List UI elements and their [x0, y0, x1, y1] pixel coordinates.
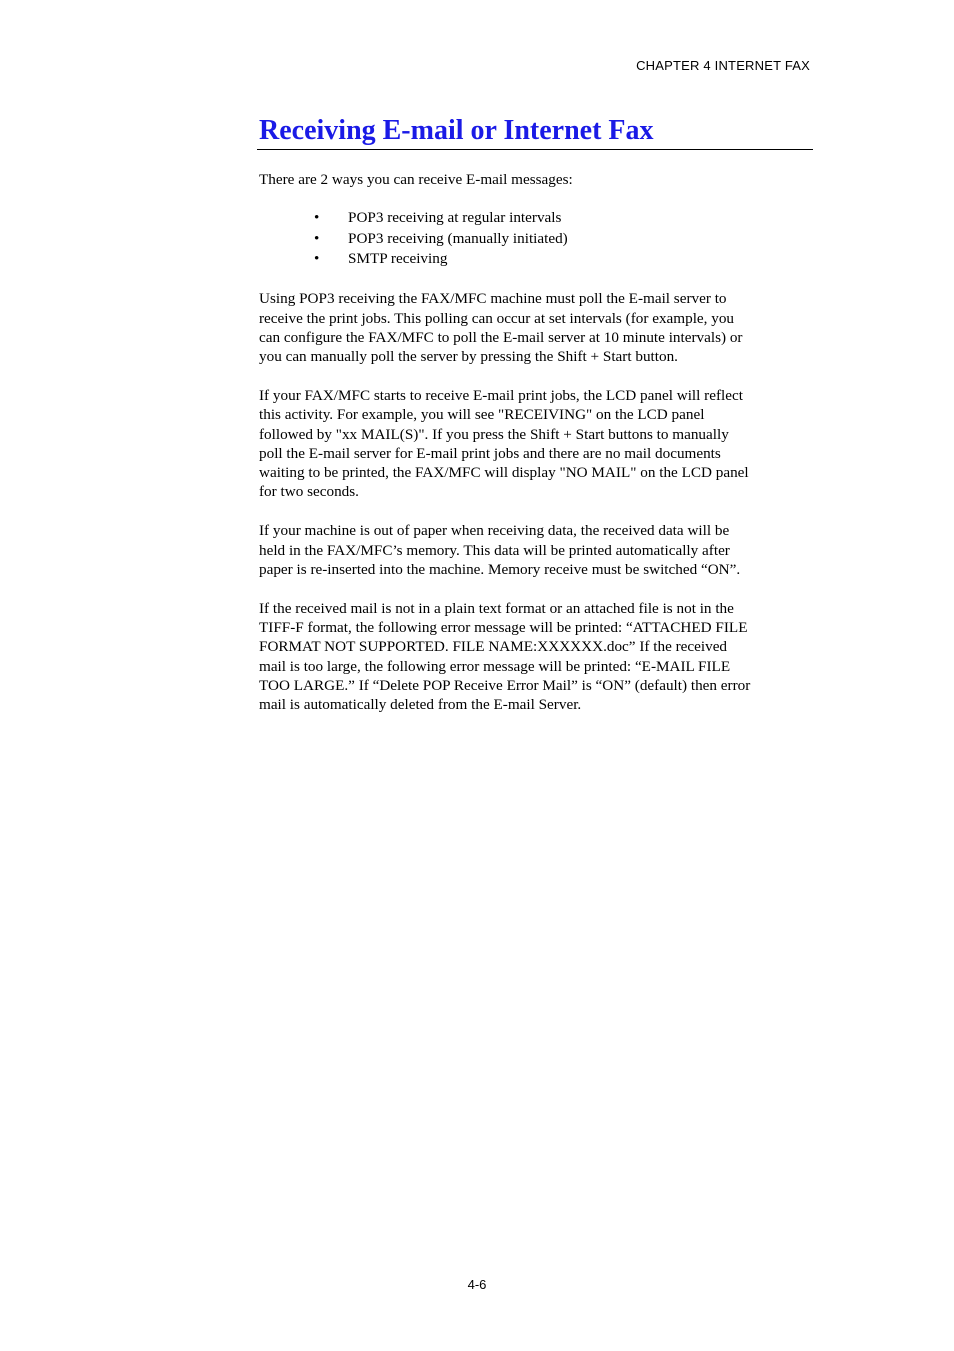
page-title: Receiving E-mail or Internet Fax: [257, 114, 813, 150]
paragraph-error-messages: [259, 599, 813, 715]
text-line: receive the print jobs. This polling can occur at set intervals (for example, you: [259, 309, 735, 327]
text-line: you can manually poll the server by pressing the Shift + Start button.: [259, 348, 678, 366]
running-header: CHAPTER 4 INTERNET FAX: [636, 58, 810, 73]
list-item: [259, 229, 813, 250]
paragraph-pop3-polling: [259, 289, 813, 366]
text-line: followed by "xx MAIL(S)". If you press the Shift + Start buttons to manually: [259, 425, 729, 443]
text-line: for two seconds.: [259, 483, 359, 501]
bullet-icon: •: [314, 209, 320, 227]
text-line: held in the FAX/MFC’s memory. This data will be printed automatically after: [259, 541, 730, 559]
bullet-icon: •: [314, 250, 320, 268]
text-line: paper is re-inserted into the machine. Memory receive must be switched “ON”.: [259, 560, 741, 578]
paragraph-out-of-paper: [259, 521, 813, 579]
text-line: TOO LARGE.” If “Delete POP Receive Error Mail” is “ON” (default) then error: [259, 676, 751, 694]
text-line: poll the E-mail server for E-mail print jobs and there are no mail documents: [259, 444, 721, 462]
text-line: If your machine is out of paper when receiving data, the received data will be: [259, 522, 730, 540]
list-item-text: POP3 receiving at regular intervals: [348, 209, 562, 227]
list-item-text: SMTP receiving: [348, 250, 448, 268]
paragraph-lcd-activity: [259, 386, 813, 502]
bullet-icon: •: [314, 229, 320, 247]
text-line: If your FAX/MFC starts to receive E-mail print jobs, the LCD panel will reflect: [259, 386, 743, 404]
text-line: Using POP3 receiving the FAX/MFC machine must poll the E-mail server to: [259, 290, 727, 308]
text-line: this activity. For example, you will see "RECEIVING" on the LCD panel: [259, 406, 705, 424]
list-item: [259, 249, 813, 270]
text-line: FORMAT NOT SUPPORTED. FILE NAME:XXXXXX.doc” If the received: [259, 638, 728, 656]
text-line: TIFF-F format, the following error message will be printed: “ATTACHED FILE: [259, 618, 748, 636]
text-line: If the received mail is not in a plain text format or an attached file is not in the: [259, 599, 734, 617]
list-item: [259, 208, 813, 229]
receive-methods-list: [259, 208, 813, 270]
text-line: can configure the FAX/MFC to poll the E-mail server at 10 minute intervals) or: [259, 328, 743, 346]
text-line: mail is automatically deleted from the E-mail Server.: [259, 696, 582, 714]
page-content: [259, 114, 813, 714]
text-line: waiting to be printed, the FAX/MFC will display "NO MAIL" on the LCD panel: [259, 464, 749, 482]
text-line: mail is too large, the following error message will be printed: “E-MAIL FILE: [259, 657, 731, 675]
intro-text: There are 2 ways you can receive E-mail messages:: [259, 171, 573, 188]
list-item-text: POP3 receiving (manually initiated): [348, 229, 568, 247]
page-number: 4-6: [467, 1277, 487, 1292]
